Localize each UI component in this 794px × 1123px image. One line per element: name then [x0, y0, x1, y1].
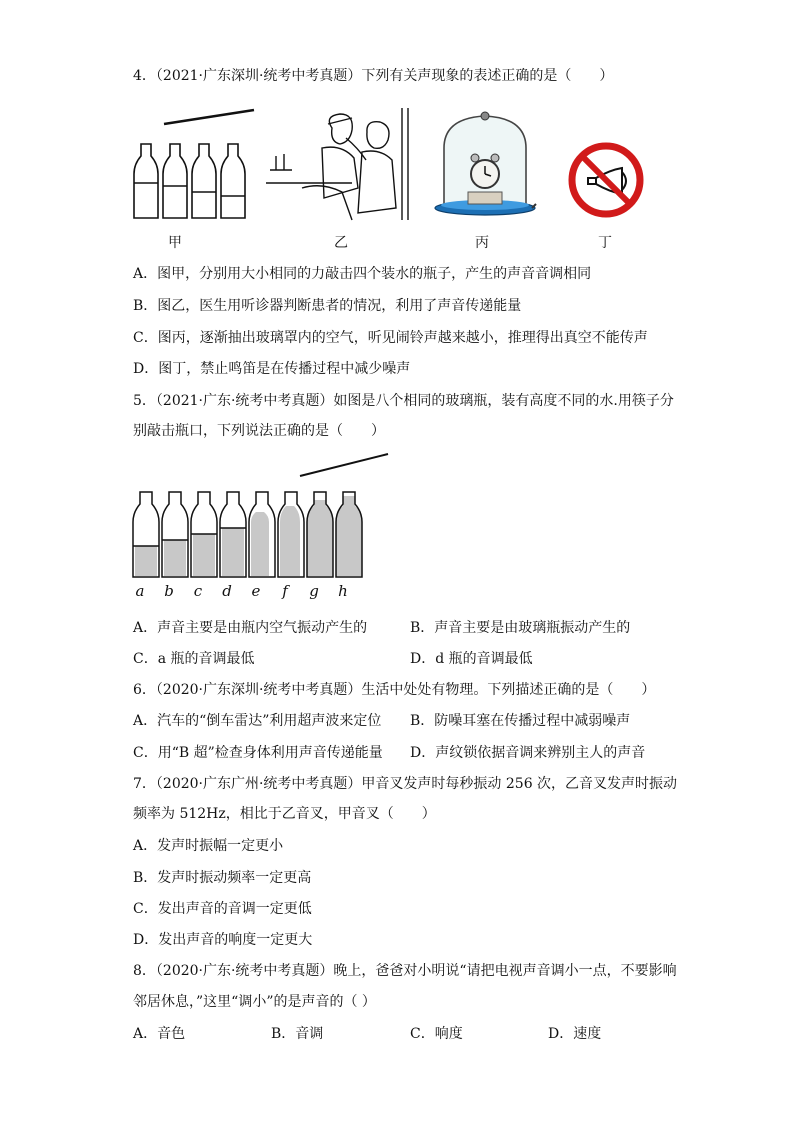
q5-option-a: A．声音主要是由瓶内空气振动产生的	[133, 620, 368, 636]
q8-stem-line2: 邻居休息，”这里“调小”的是声音的（ ）	[133, 994, 376, 1010]
q7-option-a: A．发声时振幅一定更小	[133, 838, 284, 854]
bottle-label-g: g	[309, 582, 319, 600]
q6-option-d: D．声纹锁依据音调来辨别主人的声音	[410, 745, 646, 761]
no-horn-sign-icon	[566, 140, 646, 220]
q7-option-d: D．发出声音的响度一定更大	[133, 932, 313, 948]
bottle-label-h: h	[338, 582, 348, 600]
bottle-label-c: c	[193, 582, 203, 600]
q5-option-b: B．声音主要是由玻璃瓶振动产生的	[410, 620, 631, 636]
bottles-figure-jia	[128, 108, 258, 223]
q5-stem-line1: 5．（2021·广东·统考中考真题）如图是八个相同的玻璃瓶，装有高度不同的水.用筷子分	[133, 393, 674, 409]
q6-stem: 6．（2020·广东深圳·统考中考真题）生活中处处有物理。下列描述正确的是（ ）	[133, 682, 656, 698]
bottle-label-e: e	[251, 582, 261, 600]
bottle-label-a: a	[135, 582, 145, 600]
q5-option-c: C．a 瓶的音调最低	[133, 651, 255, 667]
bell-jar-figure	[432, 108, 538, 223]
q8-stem-line1: 8．（2020·广东·统考中考真题）晚上，爸爸对小明说“请把电视声音调小一点，不要影响	[133, 963, 677, 979]
bottle-label-f: f	[282, 582, 288, 600]
q8-option-d: D．速度	[548, 1026, 602, 1042]
fig-label-ding: 丁	[598, 235, 612, 251]
q4-option-c: C．图丙，逐渐抽出玻璃罩内的空气，听见闹铃声越来越小，推理得出真空不能传声	[133, 330, 648, 346]
q6-option-a: A．汽车的“倒车雷达”利用超声波来定位	[133, 713, 382, 729]
q8-option-a: A．音色	[133, 1026, 186, 1042]
fig-label-yi: 乙	[334, 235, 348, 251]
q7-stem-line2: 频率为 512Hz，相比于乙音叉，甲音叉（ ）	[133, 806, 436, 822]
q8-option-c: C．响度	[410, 1026, 463, 1042]
q6-option-c: C．用“B 超”检查身体利用声音传递能量	[133, 745, 383, 761]
q7-option-c: C．发出声音的音调一定更低	[133, 901, 312, 917]
q5-stem-line2: 别敲击瓶口，下列说法正确的是（ ）	[133, 423, 385, 439]
bottle-label-b: b	[164, 582, 174, 600]
q4-stem: 4．（2021·广东深圳·统考中考真题）下列有关声现象的表述正确的是（ ）	[133, 68, 614, 84]
q7-stem-line1: 7．（2020·广东广州·统考中考真题）甲音叉发声时每秒振动 256 次，乙音叉发声时振动	[133, 776, 678, 792]
fig-label-jia: 甲	[168, 235, 182, 251]
q4-option-b: B．图乙，医生用听诊器判断患者的情况，利用了声音传递能量	[133, 298, 522, 314]
q5-option-d: D．d 瓶的音调最低	[410, 651, 533, 667]
bottle-label-d: d	[222, 582, 232, 600]
q4-option-a: A．图甲，分别用大小相同的力敲击四个装水的瓶子，产生的声音音调相同	[133, 266, 592, 282]
fig-label-bing: 丙	[475, 235, 489, 251]
q4-option-d: D．图丁，禁止鸣笛是在传播过程中减少噪声	[133, 361, 411, 377]
q6-option-b: B．防噪耳塞在传播过程中减弱噪声	[410, 713, 631, 729]
eight-bottles-figure	[126, 450, 396, 585]
q8-option-b: B．音调	[271, 1026, 324, 1042]
q7-option-b: B．发声时振动频率一定更高	[133, 870, 312, 886]
doctor-stethoscope-figure	[262, 108, 412, 223]
